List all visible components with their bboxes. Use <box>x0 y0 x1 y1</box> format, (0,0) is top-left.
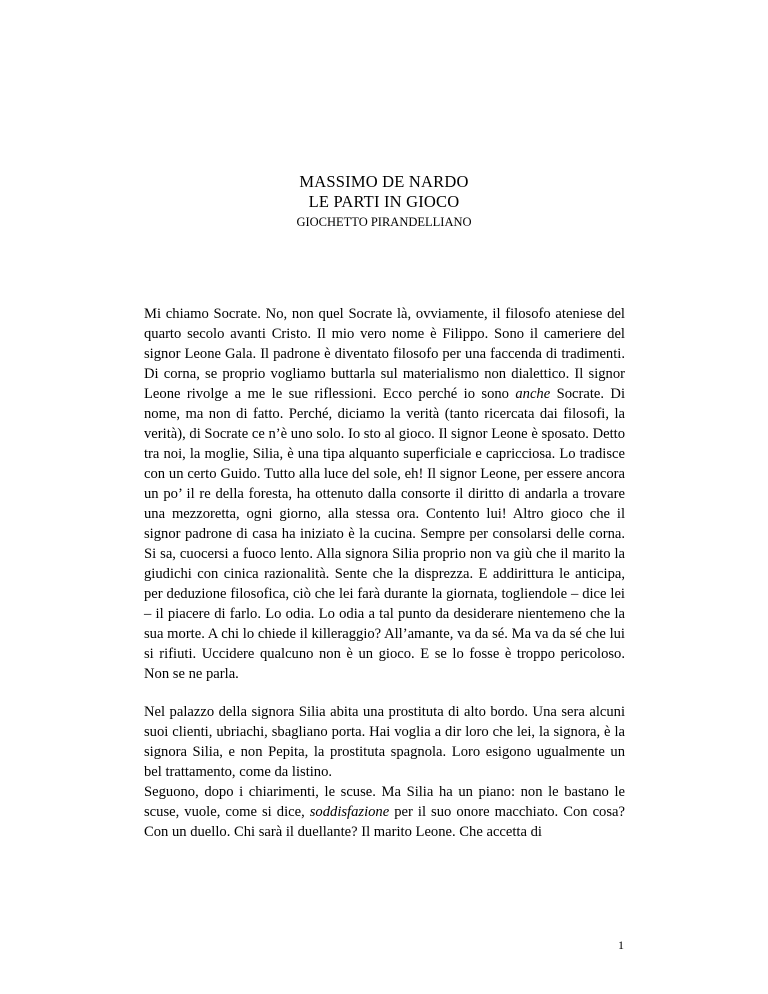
paragraph-2-text: Nel palazzo della signora Silia abita una prostituta di alto bordo. Una sera alcuni suoi clienti, ubriachi, sbagliano porta. Hai voglia a dir loro che lei, la signora, è la signora Silia, e non Pepita, la prostituta spagnola. Loro esigono ugualmente un bel trattamento, come da listino. <box>144 704 625 780</box>
author-name: MASSIMO DE NARDO <box>299 172 469 191</box>
paragraph-2 <box>144 702 625 782</box>
paragraph-3-text: Seguono, dopo i chiarimenti, le scuse. Ma Silia ha un piano: non le bastano le scuse, vuole, come si dice, <box>144 784 625 820</box>
paragraph-3-emphasis: soddisfazione <box>309 804 390 820</box>
paragraph-1-emphasis: anche <box>515 386 551 402</box>
paragraph-3-text-continued: per il suo onore macchiato. Con cosa? Con un duello. Chi sarà il duellante? Il marito Leone. Che accetta di <box>144 804 625 840</box>
paragraph-1 <box>144 304 625 684</box>
title-block <box>0 172 768 231</box>
paragraph-3 <box>144 782 625 842</box>
paragraph-1-text-continued: Socrate. Di nome, ma non di fatto. Perché, diciamo la verità (tanto ricercata dai filosofi, la verità), di Socrate ce n’è uno solo. Io sto al gioco. Il signor Leone è sposato. Detto tra noi, la moglie, Silia, è una tipa alquanto superficiale e capricciosa. Lo tradisce con un certo Guido. Tutto alla luce del sole, eh! Il signor Leone, per essere ancora un po’ il re della foresta, ha ottenuto dalla consorte il diritto di andarla a trovare una mezzoretta, ogni giorno, alla stessa ora. Contento lui! Altro gioco che il signor padrone di casa ha iniziato è la cucina. Sempre per consolarsi delle corna. Si sa, cuocersi a fuoco lento. Alla signora Silia proprio non va giù che il marito la giudichi con cinica razionalità. Sente che la disprezza. E addirittura le anticipa, per deduzione filosofica, ciò che lei farà durante la giornata, togliendole – dice lei – il piacere di farlo. Lo odia. Lo odia a tal punto da desiderare nientemeno che la sua morte. A chi lo chiede il killeraggio? All’amante, va da sé. Ma va da sé che lui si rifiuti. Uccidere qualcuno non è un gioco. E se lo fosse è troppo pericoloso. Non se ne parla. <box>144 386 625 682</box>
document-subtitle: GIOCHETTO PIRANDELLIANO <box>296 215 472 229</box>
document-title: LE PARTI IN GIOCO <box>308 192 460 211</box>
page-number: 1 <box>618 938 624 952</box>
paragraph-1-text: Mi chiamo Socrate. No, non quel Socrate là, ovviamente, il filosofo ateniese del quarto secolo avanti Cristo. Il mio vero nome è Filippo. Sono il cameriere del signor Leone Gala. Il padrone è diventato filosofo per una faccenda di tradimenti. Di corna, se proprio vogliamo buttarla sul materialismo non dialettico. Il signor Leone rivolge a me le sue riflessioni. Ecco perché io sono <box>144 306 625 402</box>
body-text <box>144 304 625 842</box>
